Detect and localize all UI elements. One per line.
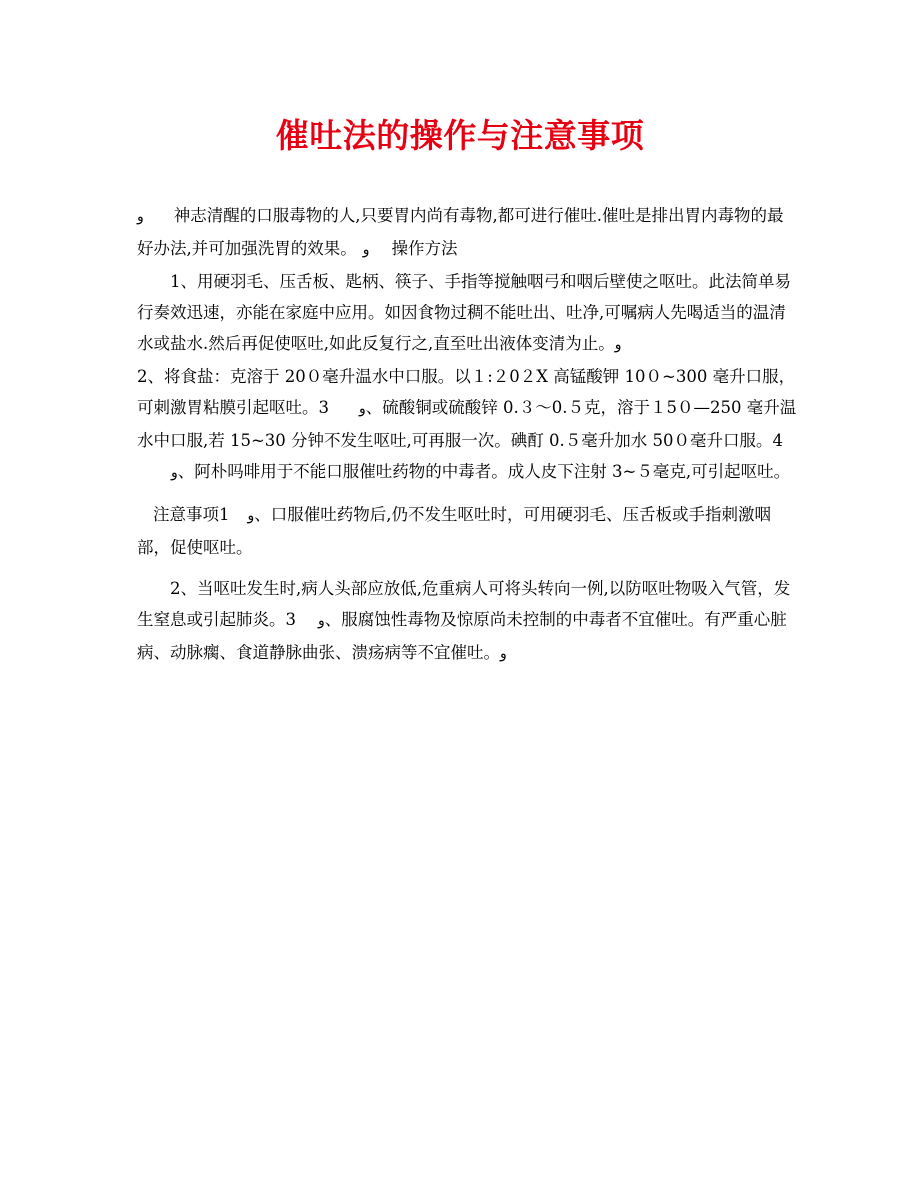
paragraph-mark: ﻭ [359,401,366,417]
paragraph-mark: ﻭ [171,465,178,481]
paragraph-mark: ﻭ [318,613,325,629]
notes-item-3: 、服腐蚀性毒物及惊原尚未控制的中毒者不宜催吐。有严重心脏病、动脉瘸、食道静脉曲张、溃疡病等不宜催吐。 [137,610,787,662]
method-step-2: 2、将食盐：克溶于 20０毫升温水中口服。以１:２0２X 高锰酸钾 10０~300 毫升口服，可刺激胃粘膜引起呕吐。3 [137,367,796,417]
method-step-4: 、阿朴吗啡用于不能口服催吐药物的中毒者。成人皮下注射 3~５毫克,可引起呕吐。 [177,462,791,481]
document-title: 催吐法的操作与注意事项 [275,116,645,155]
paragraph-notes [137,499,797,563]
paragraph-mark: ﻭ [137,209,144,225]
paragraph-mark: ﻭ [247,508,255,524]
section-heading-method: 操作方法 [391,239,458,258]
paragraph-mark: ﻭ [614,337,622,353]
paragraph-notes-2 [137,573,797,670]
paragraph-mark: ﻭ [362,242,370,258]
paragraph-mark: ﻭ [500,646,507,662]
notes-item-2: 2、当呕吐发生时,病人头部应放低,危重病人可将头转向一例,以防呕吐物吸入气管，发生窒息或引起肺炎。3 [137,579,791,629]
method-step-1: 1、用硬羽毛、压舌板、匙柄、筷子、手指等搅触咽弓和咽后壁使之呕吐。此法简单易行奏效迅速，亦能在家庭中应用。如因食物过稠不能吐出、吐净,可嘱病人先喝适当的温清水或盐水.然后再促使呕吐,如此反复行之,直至吐出液体变清为止。 [137,272,791,353]
method-step-3: 、硫酸铜或硫酸锌 0.３～0.５克，溶于１5０—250 毫升温水中口服,若 15~30 分钟不发生呕吐,可再服一次。碘酊 0.５毫升加水 50０毫升口服。4 [137,398,797,450]
document-body [137,200,797,670]
paragraph-intro [137,200,797,266]
notes-item-1: 、口服催吐药物后,仍不发生呕吐时，可用硬羽毛、压舌板或手指刺激咽部，促使呕吐。 [137,505,772,557]
paragraph-method [137,266,797,489]
intro-text: 神志清醒的口服毒物的人,只要胃内尚有毒物,都可进行催吐.催吐是排出胃内毒物的最好办法,并可加强洗胃的效果。 [137,206,784,258]
section-heading-notes: 注意事项1 [153,505,230,524]
